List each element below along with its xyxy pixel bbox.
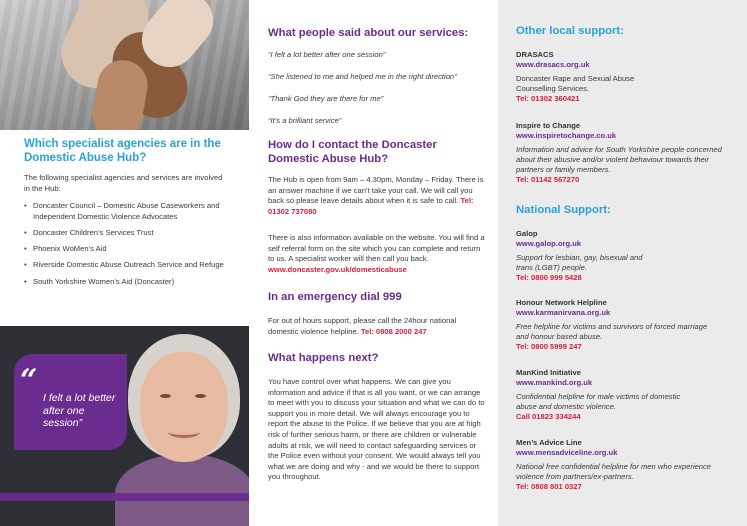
org-description: Support for lesbian, gay, bisexual and trans (LGBT) people. (516, 253, 643, 272)
org-phone[interactable]: Tel: 01302 360421 (516, 94, 580, 103)
agency-item: • Doncaster Council – Domestic Abuse Caseworkers and Independent Domestic Violence Advocates (24, 201, 234, 222)
local-support-heading: Other local support: (516, 25, 624, 37)
emergency-text: For out of hours support, please call the 24hour national domestic violence helpline. (268, 316, 457, 336)
woman-face (140, 352, 228, 462)
org-name: DRASACS (516, 50, 554, 59)
emergency-heading: In an emergency dial 999 (268, 291, 402, 303)
org-phone[interactable]: Tel: 0800 5999 247 (516, 342, 582, 351)
next-paragraph: You have control over what happens. We can give you information and advice if that is all you want, or we can arrange to meet with you to discuss your situation and what we can do to support you in more detail. We will always encourage you to report the abuse to the Police. If we believe that you are at high risk of further serious harm, or there are children or vulnerable adults at risk, we will need to contact safeguarding services or the Police even without your consent. We would always tell you what we are doing and why - and we would be there to support you throughout. (268, 377, 485, 482)
woman-eye (160, 394, 171, 398)
org-name: Men’s Advice Line (516, 438, 582, 447)
agency-item: • Phoenix WoMen’s Aid (24, 244, 234, 255)
org-name: Honour Network Helpline (516, 298, 607, 307)
contact-text: The Hub is open from 9am – 4.30pm, Monday – Friday. There is an answer machine if we can’t take your call. We will call you back so please leave details about when it is safe to call. (268, 175, 484, 206)
agency-list (24, 201, 234, 293)
testimonial-quote: “It’s a brilliant service” (268, 116, 342, 125)
org-name: Inspire to Change (516, 121, 581, 130)
support-entry (516, 50, 736, 104)
support-entry (516, 121, 736, 185)
org-website-link[interactable]: www.karmanirvana.org.uk (516, 308, 611, 317)
org-description: Confidential helpline for male victims of domestic abuse and domestic violence. (516, 392, 681, 411)
org-phone[interactable]: Tel: 01142 567270 (516, 175, 580, 184)
pull-quote-text: I felt a lot better after one session” (43, 392, 116, 429)
agencies-intro: The following specialist agencies and services are involved in the Hub: (24, 173, 223, 193)
quote-mark-icon: “ (20, 363, 38, 398)
woman-shoulders (115, 454, 249, 526)
support-entry (516, 438, 736, 492)
testimonial-quote: “She listened to me and helped me in the right direction” (268, 72, 457, 81)
hub-phone[interactable]: Tel: 01302 737080 (268, 196, 474, 216)
hub-website-link[interactable]: www.doncaster.gov.uk/domesticabuse (268, 264, 407, 274)
org-description: Free helpline for victims and survivors of forced marriage and honour based abuse. (516, 322, 708, 341)
purple-footer-bar (0, 493, 249, 501)
org-phone[interactable]: Tel: 0800 999 5428 (516, 273, 582, 282)
emergency-paragraph (268, 316, 486, 337)
org-website-link[interactable]: www.mensadviceline.org.uk (516, 448, 618, 457)
agencies-heading: Which specialist agencies are in the Domestic Abuse Hub? (24, 138, 221, 164)
left-panel (0, 0, 249, 526)
org-website-link[interactable]: www.mankind.org.uk (516, 378, 593, 387)
helpline-phone[interactable]: Tel: 0808 2000 247 (360, 326, 427, 336)
org-website-link[interactable]: www.inspiretochange.co.uk (516, 131, 617, 140)
woman-smile (168, 426, 200, 438)
testimonial-quote: “I felt a lot better after one session” (268, 50, 386, 59)
org-description: Information and advice for South Yorkshire people concerned about their abusive and/or violent behaviour towards their partners or family members. (516, 145, 722, 174)
org-website-link[interactable]: www.drasacs.org.uk (516, 60, 590, 69)
contact-heading: How do I contact the Doncaster Domestic Abuse Hub? (268, 139, 437, 165)
org-phone[interactable]: Call 01823 334244 (516, 412, 581, 421)
support-entry (516, 229, 736, 283)
testimonial-quote: “Thank God they are there for me” (268, 94, 384, 103)
agency-item: • Doncaster Children’s Services Trust (24, 228, 234, 239)
contact-paragraph (268, 175, 486, 217)
hands-photo (0, 0, 249, 130)
org-description: National free confidential helpline for men who experience violence from partners/ex-partners. (516, 462, 712, 481)
woman-eye (195, 394, 206, 398)
agency-item: • Riverside Domestic Abuse Outreach Service and Refuge (24, 260, 234, 271)
support-entry (516, 368, 736, 422)
org-name: ManKind Initiative (516, 368, 581, 377)
org-website-link[interactable]: www.galop.org.uk (516, 239, 582, 248)
agency-item: • South Yorkshire Women’s Aid (Doncaster) (24, 277, 234, 288)
testimonials-heading: What people said about our services: (268, 27, 469, 39)
support-entry (516, 298, 736, 352)
website-text: There is also information available on the website. You will find a self referral form on the site which you can complete and return to us. A specialist worker will then call you back. (268, 233, 485, 264)
next-heading: What happens next? (268, 352, 379, 364)
org-phone[interactable]: Tel: 0808 801 0327 (516, 482, 582, 491)
website-paragraph (268, 233, 486, 275)
org-description: Doncaster Rape and Sexual Abuse Counselling Services. (516, 74, 635, 93)
national-support-heading: National Support: (516, 204, 611, 216)
org-name: Galop (516, 229, 538, 238)
